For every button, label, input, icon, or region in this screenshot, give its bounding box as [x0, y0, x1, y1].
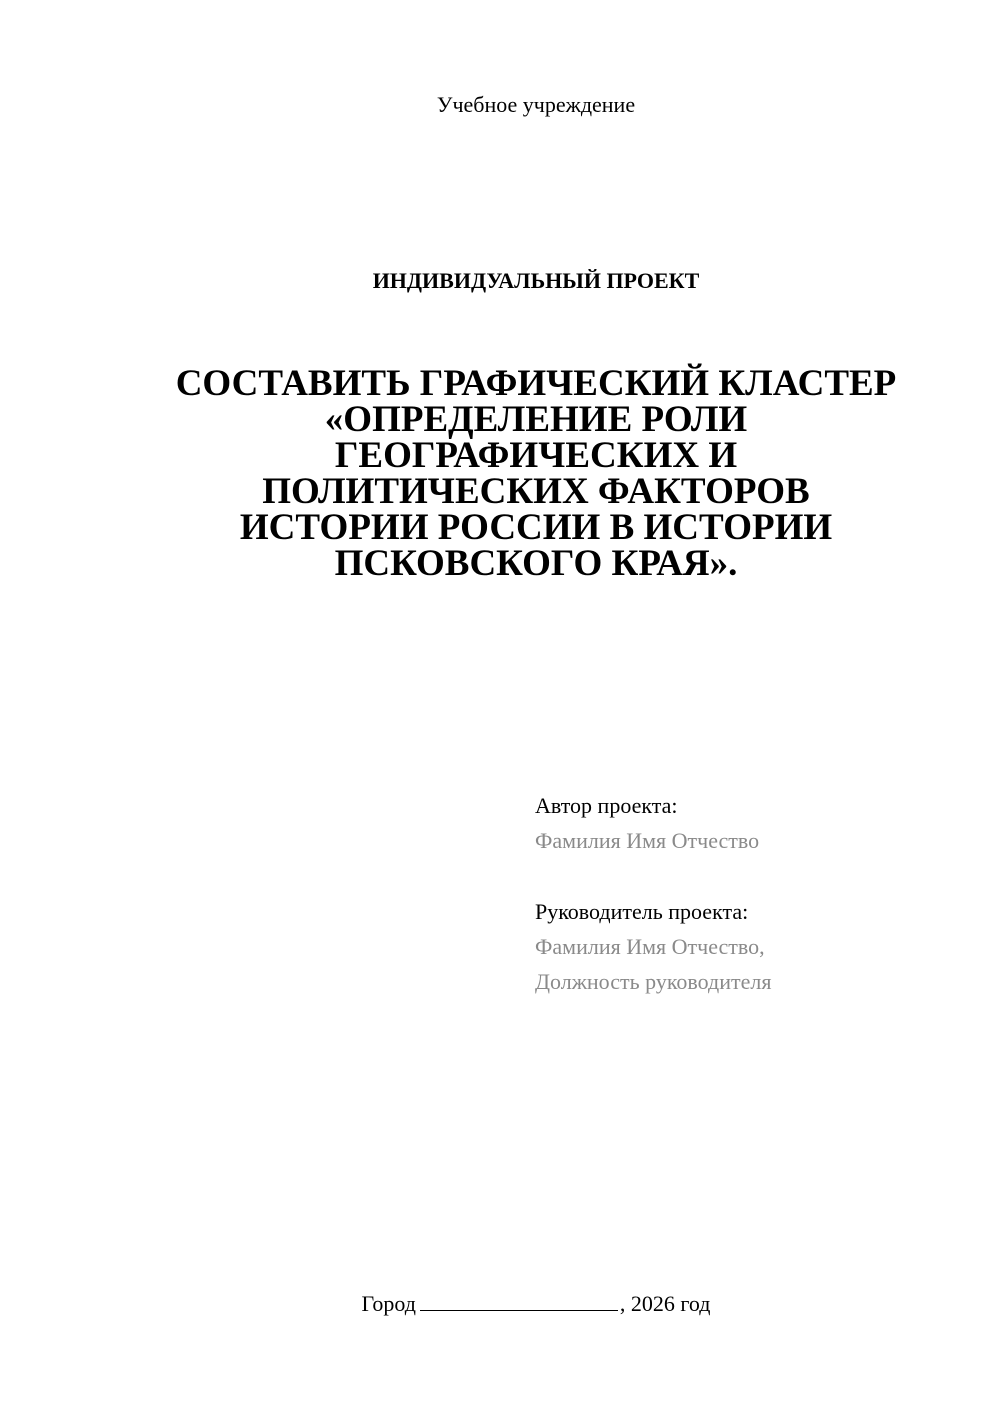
footer-city-year: [0, 1290, 1000, 1317]
supervisor-position: Должность руководителя: [535, 969, 772, 994]
year-text: , 2026 год: [619, 1291, 711, 1316]
author-name: Фамилия Имя Отчество: [535, 828, 760, 853]
city-label: Город: [361, 1291, 416, 1316]
signature-block: [535, 788, 975, 999]
title-line: ГЕОГРАФИЧЕСКИХ И: [334, 435, 738, 476]
institution-name: Учебное учреждение: [436, 92, 636, 117]
author-label: Автор проекта:: [535, 793, 678, 818]
title-line: «ОПРЕДЕЛЕНИЕ РОЛИ: [324, 399, 748, 440]
title-line: СОСТАВИТЬ ГРАФИЧЕСКИЙ КЛАСТЕР: [175, 363, 897, 404]
title-line: ПОЛИТИЧЕСКИХ ФАКТОРОВ: [262, 471, 810, 512]
title-line: ИСТОРИИ РОССИИ В ИСТОРИИ: [239, 507, 833, 548]
spacer: [535, 858, 975, 894]
project-title: [120, 363, 952, 584]
title-line: ПСКОВСКОГО КРАЯ».: [334, 543, 738, 584]
document-type: ИНДИВИДУАЛЬНЫЙ ПРОЕКТ: [372, 268, 700, 293]
supervisor-name: Фамилия Имя Отчество,: [535, 934, 765, 959]
supervisor-label: Руководитель проекта:: [535, 899, 749, 924]
city-blank-line: [420, 1290, 618, 1311]
